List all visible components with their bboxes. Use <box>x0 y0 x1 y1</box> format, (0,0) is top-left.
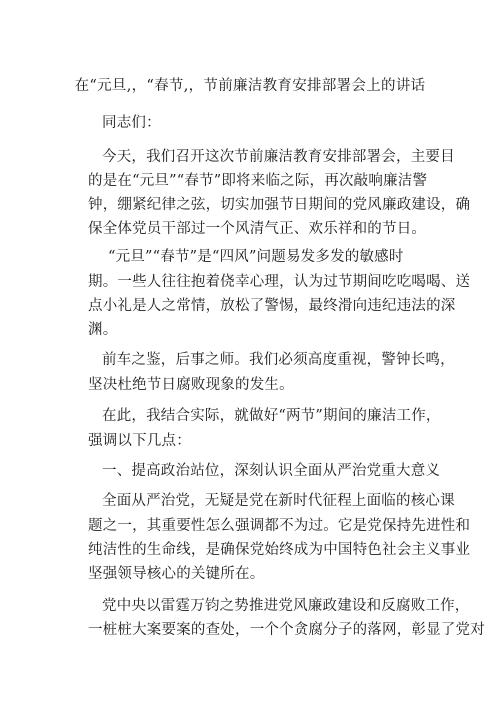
paragraph-line: 今天，我们召开这次节前廉洁教育安排部署会，主要目 <box>102 149 455 165</box>
paragraph-line: 坚强领导核心的关键所在。 <box>88 566 265 582</box>
document-title: 在“元旦,，“春节,，节前廉洁教育安排部署会上的讲话 <box>74 78 426 94</box>
paragraph-line: “元旦”“春节”是“四风”问题易发多发的敏感时 <box>108 249 404 265</box>
paragraph-line: 保全体党员干部过一个风清气正、欢乐祥和的节日。 <box>88 221 427 237</box>
paragraph-line: 强调以下几点： <box>88 433 191 449</box>
paragraph-line: 题之一，其重要性怎么强调都不为过。它是党保持先进性和 <box>88 518 471 534</box>
paragraph-line: 期。一些人往往抱着侥幸心理，认为过节期间吃吃喝喝、送 <box>88 274 471 290</box>
paragraph-line: 坚决杜绝节日腐败现象的发生。 <box>88 377 294 393</box>
paragraph-line: 在此，我结合实际，就做好“两节”期间的廉洁工作， <box>102 408 441 424</box>
paragraph-line: 全面从严治党，无疑是党在新时代征程上面临的核心课 <box>102 493 455 509</box>
paragraph-line: 党中央以雷霆万钧之势推进党风廉政建设和反腐败工作， <box>102 598 470 614</box>
paragraph-line: 的是在“元旦”“春节”即将来临之际，再次敲响廉洁警 <box>88 173 428 189</box>
paragraph-line: 一桩桩大案要案的查处，一个个贪腐分子的落网，彰显了党对 <box>88 622 485 638</box>
paragraph-line: 前车之鉴，后事之师。我们必须高度重视，警钟长鸣， <box>102 352 455 368</box>
paragraph-line: 点小礼是人之常情，放松了警惕，最终滑向违纪违法的深 <box>88 298 456 314</box>
paragraph-line: 钟，绷紧纪律之弦，切实加强节日期间的党风廉政建设，确 <box>88 197 471 213</box>
paragraph-line: 渊。 <box>88 322 118 338</box>
salutation: 同志们： <box>102 115 161 131</box>
paragraph-line: 纯洁性的生命线，是确保党始终成为中国特色社会主义事业 <box>88 542 471 558</box>
section-heading: 一、提高政治站位，深刻认识全面从严治党重大意义 <box>102 463 441 479</box>
